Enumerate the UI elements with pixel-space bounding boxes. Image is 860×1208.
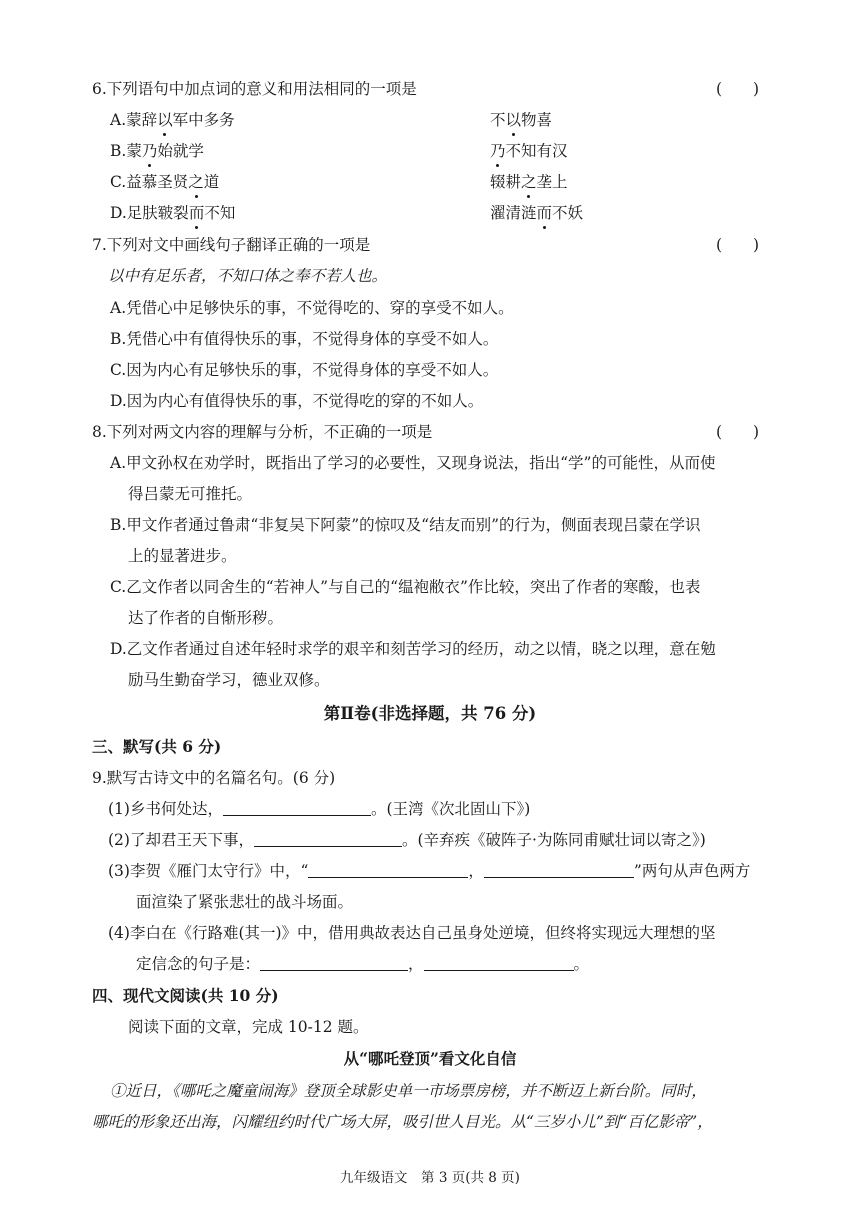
- q9-item-4-blank-1[interactable]: [260, 955, 408, 971]
- q6-text: 道: [203, 173, 220, 191]
- q9-item-3-prompt: (3)李贺《雁门太守行》中，“: [108, 862, 309, 880]
- q6-option-b-left: [110, 140, 204, 162]
- q6-text: 不知: [204, 204, 236, 222]
- q6-option-d-right: [490, 202, 583, 224]
- q9-item-2-prompt: (2)了却君王天下事，: [108, 831, 254, 849]
- q9-item-3: [108, 860, 750, 882]
- q7-answer-paren: ( ): [716, 236, 760, 254]
- q6-dotted-word: 而: [188, 204, 205, 222]
- q9-item-4-line2: [136, 953, 589, 975]
- q9-item-4-blank-2[interactable]: [424, 955, 574, 971]
- q9-item-2-source: 。(辛弃疾《破阵子·为陈同甫赋壮词以寄之》): [401, 831, 706, 849]
- q8-option-b-line1: B.甲文作者通过鲁肃“非复吴下阿蒙”的惊叹及“结友而别”的行为，侧面表现吕蒙在学识: [110, 516, 701, 534]
- q7-option-b: B.凭借心中有值得快乐的事，不觉得身体的享受不如人。: [110, 330, 499, 348]
- q9-item-3-blank-2[interactable]: [484, 862, 634, 878]
- q8-option-d-line1: D.乙文作者通过自述年轻时求学的艰辛和刻苦学习的经历，动之以情，晓之以理，意在勉: [110, 640, 716, 658]
- q9-item-3-blank-1[interactable]: [308, 862, 468, 878]
- section4-intro: 阅读下面的文章，完成 10-12 题。: [128, 1018, 369, 1036]
- q6-text: A.蒙辞: [110, 111, 158, 129]
- q7-quote: 以中有足乐者，不知口体之奉不若人也。: [108, 267, 388, 285]
- q7-option-a: A.凭借心中足够快乐的事，不觉得吃的、穿的享受不如人。: [110, 299, 514, 317]
- q8-stem: 8.下列对两文内容的理解与分析，不正确的一项是: [92, 423, 433, 441]
- q6-text: D.足肤皲裂: [110, 204, 189, 222]
- q6-dotted-word: 之: [188, 173, 204, 191]
- q6-dotted-word: 乃: [141, 142, 158, 160]
- q9-item-1-source: 。(王湾《次北固山下》): [370, 800, 531, 818]
- q6-text: B.蒙: [110, 142, 142, 160]
- article-paragraph-1-line1: ①近日，《哪吒之魔童闹海》登顶全球影史单一市场票房榜，并不断迈上新台阶。同时，: [110, 1082, 707, 1100]
- section4-title: 四、现代文阅读(共 10 分): [92, 986, 279, 1005]
- q9-item-4-line1: (4)李白在《行路难(其一)》中，借用典故表达自己虽身处逆境，但终将实现远大理想的坚: [108, 924, 716, 942]
- q9-item-3-note: ”两句从声色两方: [633, 862, 751, 880]
- q6-text: 不: [490, 111, 506, 129]
- q8-option-c-line1: C.乙文作者以同舍生的“若神人”与自己的“缊袍敝衣”作比较，突出了作者的寒酸，也表: [110, 578, 701, 596]
- q9-item-3-line2: 面渲染了紧张悲壮的战斗场面。: [136, 893, 354, 911]
- q8-option-c-line2: 达了作者的自惭形秽。: [128, 609, 284, 627]
- q6-dotted-word: 乃: [490, 142, 506, 160]
- q9-stem: 9.默写古诗文中的名篇名句。(6 分): [92, 769, 336, 787]
- q6-answer-paren: ( ): [716, 80, 760, 98]
- q6-dotted-word: 而: [536, 204, 553, 222]
- q9-item-1: [108, 798, 530, 820]
- page-footer: 九年级语文 第 3 页(共 8 页): [340, 1170, 520, 1186]
- q8-option-d-line2: 励马生勤奋学习，德业双修。: [128, 671, 330, 689]
- q8-answer-paren: ( ): [716, 423, 760, 441]
- q6-option-c-right: [490, 171, 568, 193]
- q6-option-a-left: [110, 109, 235, 131]
- q6-text: 始就学: [157, 142, 204, 160]
- q8-option-a-line2: 得吕蒙无可推托。: [128, 485, 253, 503]
- q6-text: 不妖: [552, 204, 584, 222]
- q8-option-b-line2: 上的显著进步。: [128, 547, 237, 565]
- q6-text: 辍耕: [490, 173, 522, 191]
- q9-item-4-comma: ，: [408, 955, 424, 973]
- q7-stem: 7.下列对文中画线句子翻译正确的一项是: [92, 236, 371, 254]
- q9-item-4-period: 。: [573, 955, 590, 973]
- q6-option-b-right: [490, 140, 568, 162]
- q9-item-1-blank[interactable]: [223, 800, 371, 816]
- q7-option-c: C.因为内心有足够快乐的事，不觉得身体的享受不如人。: [110, 361, 499, 379]
- q6-option-d-left: [110, 202, 235, 224]
- q6-stem: 6.下列语句中加点词的意义和用法相同的一项是: [92, 80, 417, 98]
- q6-text: 军中多务: [172, 111, 235, 129]
- q9-item-2: [108, 829, 706, 851]
- article-title: 从“哪吒登顶”看文化自信: [343, 1049, 517, 1068]
- article-paragraph-1-line2: 哪吒的形象还出海，闪耀纽约时代广场大屏，吸引世人目光。从“三岁小儿”到“百亿影帝”，: [92, 1113, 713, 1131]
- q6-option-c-left: [110, 171, 219, 193]
- q6-dotted-word: 以: [505, 111, 522, 129]
- q6-dotted-word: 之: [521, 173, 537, 191]
- q9-item-1-prompt: (1)乡书何处达，: [108, 800, 223, 818]
- q9-item-3-comma: ，: [468, 862, 484, 880]
- q6-text: C.益慕圣贤: [110, 173, 189, 191]
- q6-text: 濯清涟: [490, 204, 537, 222]
- q7-option-d: D.因为内心有值得快乐的事，不觉得吃的穿的不如人。: [110, 392, 484, 410]
- part2-title: 第Ⅱ卷(非选择题，共 76 分): [323, 704, 537, 723]
- q6-dotted-word: 以: [157, 111, 173, 129]
- q6-text: 物喜: [521, 111, 553, 129]
- q9-item-2-blank[interactable]: [254, 831, 402, 847]
- q6-option-a-right: [490, 109, 552, 131]
- q6-text: 垄上: [536, 173, 568, 191]
- section3-title: 三、默写(共 6 分): [92, 737, 222, 756]
- q9-item-4-prompt: 定信念的句子是：: [136, 955, 261, 973]
- q8-option-a-line1: A.甲文孙权在劝学时，既指出了学习的必要性，又现身说法，指出“学”的可能性，从而使: [110, 454, 716, 472]
- q6-text: 不知有汉: [505, 142, 568, 160]
